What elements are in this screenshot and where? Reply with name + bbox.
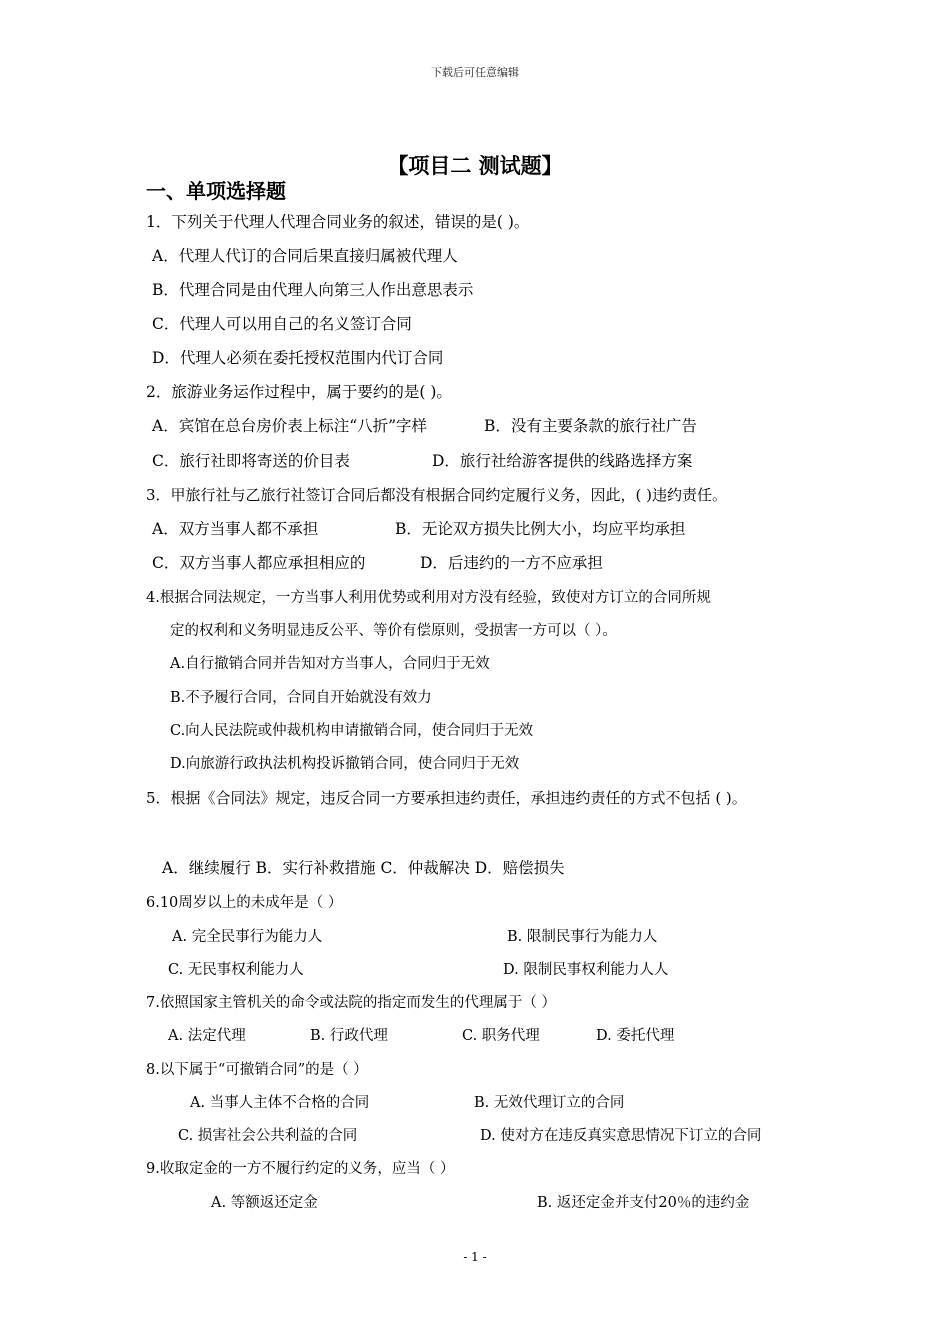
q5-options: A．继续履行 B．实行补救措施 C．仲裁解决 D．赔偿损失 <box>162 859 565 877</box>
question-1: 1．下列关于代理人代理合同业务的叙述，错误的是( )。 <box>146 213 530 231</box>
section-heading: 一、单项选择题 <box>146 179 286 203</box>
q2-option-c: C．旅行社即将寄送的价目表 <box>152 452 350 470</box>
q1-option-c: C．代理人可以用自己的名义签订合同 <box>152 315 412 333</box>
q3-option-c: C．双方当事人都应承担相应的 <box>152 554 366 572</box>
q2-option-b: B．没有主要条款的旅行社广告 <box>484 417 697 435</box>
q9-option-b: B. 返还定金并支付20％的违约金 <box>537 1195 750 1211</box>
q4-option-a: A.自行撤销合同并告知对方当事人，合同归于无效 <box>170 656 490 672</box>
page-title: 【项目二 测试题】 <box>387 154 563 178</box>
q2-option-a: A．宾馆在总台房价表上标注“八折”字样 <box>152 417 428 435</box>
q4-option-c: C.向人民法院或仲裁机构申请撤销合同，使合同归于无效 <box>170 723 534 739</box>
question-5: 5．根据《合同法》规定，违反合同一方要承担违约责任，承担违约责任的方式不包括 ( )。 <box>146 789 747 807</box>
q3-option-b: B．无论双方损失比例大小，均应平均承担 <box>395 520 686 538</box>
q3-option-d: D．后违约的一方不应承担 <box>420 554 603 572</box>
q1-option-a: A．代理人代订的合同后果直接归属被代理人 <box>152 247 458 265</box>
q1-option-b: B．代理合同是由代理人向第三人作出意思表示 <box>152 281 474 299</box>
q6-option-c: C. 无民事权利能力人 <box>168 962 304 978</box>
question-3: 3．甲旅行社与乙旅行社签订合同后都没有根据合同约定履行义务，因此，( )违约责任。 <box>146 486 728 504</box>
q8-option-c: C. 损害社会公共利益的合同 <box>178 1128 358 1144</box>
q1-option-d: D．代理人必须在委托授权范围内代订合同 <box>152 349 444 367</box>
q7-option-d: D. 委托代理 <box>596 1028 675 1044</box>
question-6: 6.10周岁以上的未成年是（ ） <box>146 895 343 911</box>
q3-option-a: A．双方当事人都不承担 <box>152 520 319 538</box>
q7-option-a: A. 法定代理 <box>168 1028 246 1044</box>
question-7: 7.依照国家主管机关的命令或法院的指定而发生的代理属于（ ） <box>146 995 556 1011</box>
q8-option-a: A. 当事人主体不合格的合同 <box>190 1095 370 1111</box>
q6-option-b: B. 限制民事行为能力人 <box>507 929 658 945</box>
page-header: 下载后可任意编辑 <box>431 66 519 79</box>
question-2: 2．旅游业务运作过程中，属于要约的是( )。 <box>146 383 452 401</box>
q7-option-b: B. 行政代理 <box>310 1028 388 1044</box>
question-8: 8.以下属于“可撤销合同”的是（ ） <box>146 1062 368 1078</box>
q8-option-b: B. 无效代理订立的合同 <box>474 1095 625 1111</box>
question-4: 4.根据合同法规定，一方当事人利用优势或利用对方没有经验，致使对方订立的合同所规 <box>146 590 711 606</box>
q9-option-a: A. 等额返还定金 <box>211 1195 318 1211</box>
question-9: 9.收取定金的一方不履行约定的义务，应当（ ） <box>146 1161 455 1177</box>
q6-option-a: A. 完全民事行为能力人 <box>172 929 323 945</box>
q4-option-b: B.不予履行合同，合同自开始就没有效力 <box>170 690 432 706</box>
q4-option-d: D.向旅游行政执法机构投诉撤销合同，使合同归于无效 <box>170 756 520 772</box>
question-4-continued: 定的权利和义务明显违反公平、等价有偿原则，受损害一方可以（ ）。 <box>170 623 617 639</box>
q2-option-d: D．旅行社给游客提供的线路选择方案 <box>432 452 693 470</box>
q8-option-d: D. 使对方在违反真实意思情况下订立的合同 <box>480 1128 762 1144</box>
q7-option-c: C. 职务代理 <box>462 1028 540 1044</box>
q6-option-d: D. 限制民事权利能力人人 <box>503 962 669 978</box>
page-number: - 1 - <box>463 1250 487 1264</box>
